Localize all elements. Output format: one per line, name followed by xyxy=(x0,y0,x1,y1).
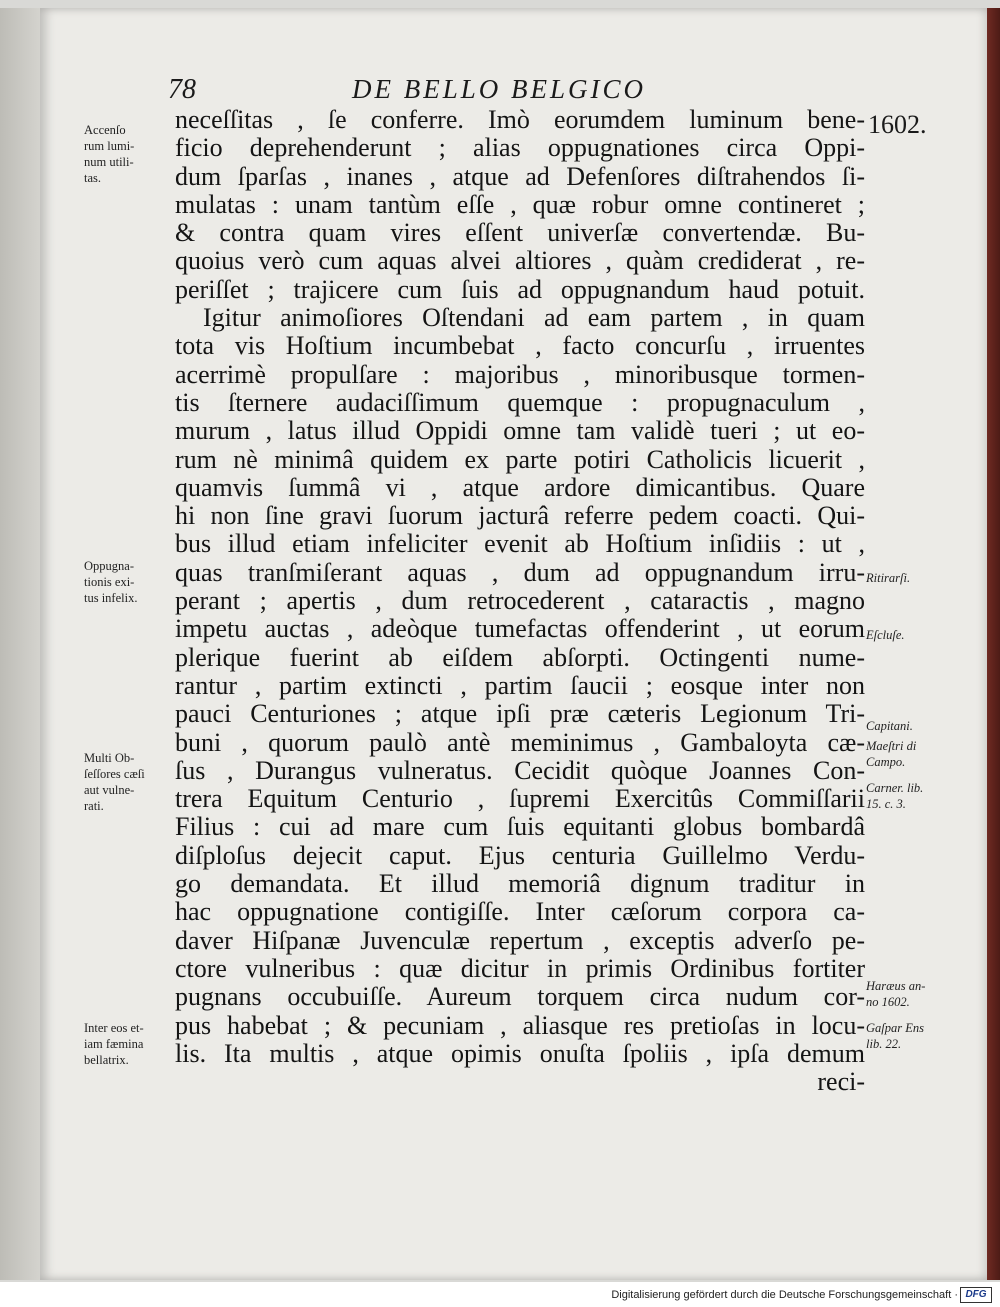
running-head: DE BELLO BELGICO xyxy=(352,74,647,104)
text-line: lis. Ita multis , atque opimis onuſta ſpoliis , ipſa demum xyxy=(175,1038,865,1068)
text-line: rum nè minimâ quidem ex parte potiri Catholicis licuerit , xyxy=(175,444,865,474)
text-line: quas tranſmiſerant aquas , dum ad oppugnandum irru- xyxy=(175,557,865,587)
text-line: neceſſitas , ſe conferre. Imò eorumdem luminum bene- xyxy=(175,105,865,134)
text-line: perant ; apertis , dum retrocederent , cataractis , magno xyxy=(175,586,865,616)
text-line: go demandata. Et illud memoriâ dignum traditur in xyxy=(175,869,865,899)
text-line: diſploſus dejecit caput. Ejus centuria Guillelmo Verdu- xyxy=(175,840,865,870)
text-line: pugnans occubuiſſe. Aureum torquem circa nudum cor- xyxy=(175,982,865,1012)
binding-edge xyxy=(0,8,40,1280)
footer-bar xyxy=(0,1282,1000,1307)
margin-note-right: Carner. lib. 15. c. 3. xyxy=(866,781,924,811)
text-line: quoius verò cum aquas alvei altiores , quàm crediderat , re- xyxy=(175,246,865,276)
text-line: tota vis Hoſtium incumbebat , facto concurſu , irruentes xyxy=(175,331,865,361)
text-line: dum ſparſas , inanes , atque ad Defenſores diſtrahendos ſi- xyxy=(175,161,865,191)
marginal-year: 1602. xyxy=(868,110,927,139)
body-text xyxy=(175,106,865,1096)
text-line: tis ſternere audaciſſimum quemque : propugnaculum , xyxy=(175,387,865,417)
text-line: rantur , partim extincti , partim ſaucii ; eosque inter non xyxy=(175,670,865,700)
text-line: bus illud etiam infeliciter evenit ab Hoſtium inſidiis : ut , xyxy=(175,529,865,559)
margin-note-right: Capitani. xyxy=(866,719,913,733)
text-line: buni , quorum paulò antè meminimus , Gambaloyta cæ- xyxy=(175,727,865,757)
margin-note-right: Maeſtri di Campo. xyxy=(866,739,917,769)
margin-note-right: Eſcluſe. xyxy=(866,628,905,642)
text-line: impetu auctas , adeòque tumefactas offenderint , ut eorum xyxy=(175,614,865,644)
margin-note-left: Inter eos et- iam fæmina bellatrix. xyxy=(84,1021,144,1067)
text-line: mulatas : unam tantùm eſſe , quæ robur omne contineret ; xyxy=(175,189,865,219)
text-line: murum , latus illud Oppidi omne tam validè tueri ; ut eo- xyxy=(175,416,865,446)
margin-note-left: Accenſo rum lumi- num utili- tas. xyxy=(84,123,135,185)
dfg-logo-icon: DFG xyxy=(960,1287,992,1303)
text-line: plerique fuerint ab eiſdem abſorpti. Octingenti nume- xyxy=(175,642,865,672)
margin-note-right: Gaſpar Ens lib. 22. xyxy=(866,1021,924,1051)
text-line: Igitur animoſiores Oſtendani ad eam partem , in quam xyxy=(203,303,865,333)
text-line: quamvis ſummâ vi , atque ardore dimicantibus. Quare xyxy=(175,472,865,502)
margin-note-left: Oppugna- tionis exi- tus infelix. xyxy=(84,559,138,605)
text-line: hac oppugnatione contigiſſe. Inter cæſorum corpora ca- xyxy=(175,897,865,927)
funding-credit: Digitalisierung gefördert durch die Deutsche Forschungsgemeinschaft · xyxy=(611,1289,958,1301)
text-line: trera Equitum Centurio , ſupremi Exercitûs Commiſſarii xyxy=(175,784,865,814)
text-line: pus habebat ; & pecuniam , aliasque res pretioſas in locu- xyxy=(175,1010,865,1040)
margin-note-right: Haræus an- no 1602. xyxy=(866,979,926,1009)
page-number: 78 xyxy=(168,74,196,105)
catchword: reci- xyxy=(817,1067,865,1097)
text-line: acerrimè propulſare : majoribus , minoribusque tormen- xyxy=(175,359,865,389)
text-line: Filius : cui ad mare cum ſuis equitanti globus bombardâ xyxy=(175,812,865,842)
text-line: & contra quam vires eſſent univerſæ convertendæ. Bu- xyxy=(175,218,865,248)
text-line: pauci Centuriones ; atque ipſi præ cæteris Legionum Tri- xyxy=(175,699,865,729)
text-line: daver Hiſpanæ Juvenculæ repertum , exceptis adverſo pe- xyxy=(175,925,865,955)
book-cover-edge xyxy=(987,8,1000,1280)
margin-note-right: Ritirarſi. xyxy=(866,571,911,585)
text-line: hi non ſine gravi ſuorum jacturâ referre pedem coacti. Qui- xyxy=(175,501,865,531)
text-line: periſſet ; trajicere cum ſuis ad oppugnandum haud potuit. xyxy=(175,274,865,304)
text-line: ſus , Durangus vulneratus. Cecidit quòque Joannes Con- xyxy=(175,755,865,785)
text-line: ficio deprehenderunt ; alias oppugnationes circa Oppi- xyxy=(175,133,865,163)
margin-note-left: Multi Ob- ſeſſores cæſi aut vulne- rati. xyxy=(84,751,145,813)
text-line: ctore vulneribus : quæ dicitur in primis Ordinibus fortiter xyxy=(175,953,865,983)
